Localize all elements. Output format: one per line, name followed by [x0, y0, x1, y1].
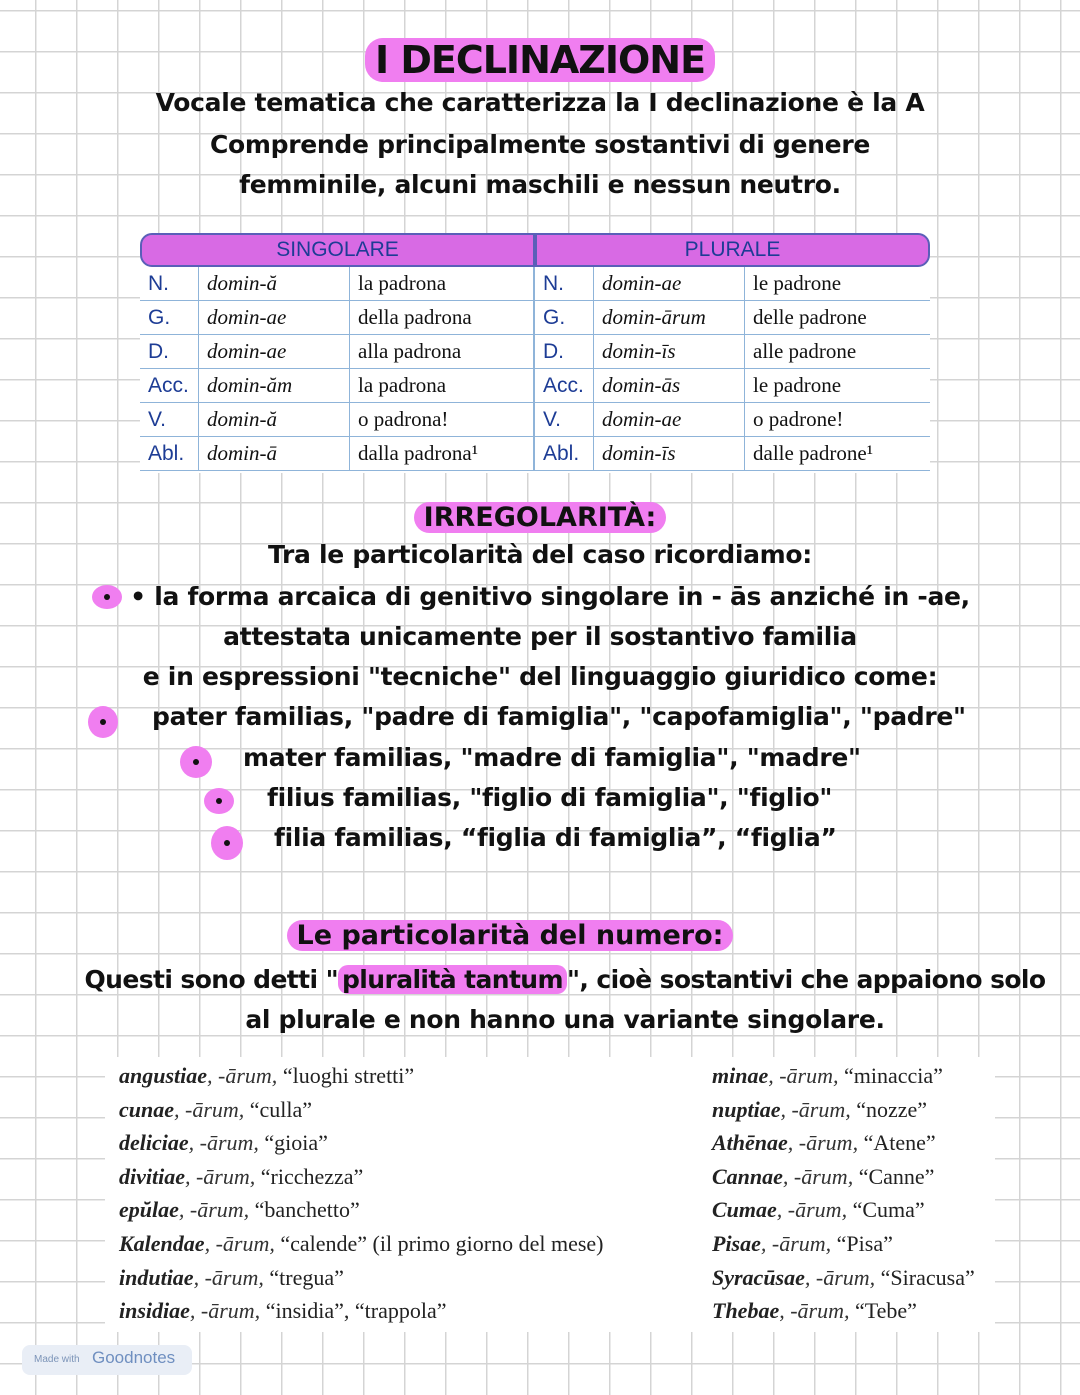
case-cell: D. [535, 335, 594, 369]
latin-word: epŭlae [119, 1197, 179, 1223]
case-cell: Abl. [535, 437, 594, 471]
meaning: “ricchezza” [260, 1163, 364, 1189]
plurale-header: PLURALE [535, 233, 930, 267]
list-left-column [119, 1059, 604, 1328]
list-item [119, 1294, 604, 1328]
latin-word: Syracūsae [712, 1264, 805, 1290]
meaning: “gioia” [264, 1130, 328, 1156]
case-cell: G. [535, 301, 594, 335]
table-row [535, 335, 930, 369]
genitive-ending: , -ārum, [188, 1130, 265, 1156]
meaning: “Cuma” [852, 1197, 925, 1223]
meaning: “calende” (il primo giorno del mese) [280, 1230, 604, 1256]
irregolarita-title [0, 502, 1080, 533]
plurale-rows [535, 267, 930, 471]
latin-form-cell: domin-īs [594, 335, 745, 369]
case-cell: G. [140, 301, 199, 335]
meaning: “banchetto” [254, 1197, 360, 1223]
example-4: filia familias, “figlia di famiglia”, “figlia” [274, 823, 837, 852]
page-title [0, 38, 1080, 82]
meaning: “culla” [249, 1096, 313, 1122]
list-item [712, 1193, 975, 1227]
numero-text-after: ", cioè sostantivi che appaiono solo [566, 965, 1046, 994]
translation-cell: dalla padrona¹ [350, 437, 535, 471]
example-3: filius familias, "figlio di famiglia", "figlio" [267, 783, 833, 812]
list-item [712, 1160, 975, 1194]
latin-form-cell: domin-ā [199, 437, 350, 471]
table-row [140, 335, 534, 369]
irr-line-2: • la forma arcaica di genitivo singolare in - ās anziché in -ae, [130, 582, 970, 611]
latin-word: divitiae [119, 1163, 185, 1189]
meaning: “minaccia” [844, 1063, 943, 1088]
pluralita-tantum-highlight: pluralità tantum [338, 965, 567, 994]
singolare-header: SINGOLARE [140, 233, 535, 267]
genitive-ending: , -ārum, [782, 1163, 859, 1189]
title-highlight: I DECLINAZIONE [365, 38, 715, 82]
latin-form-cell: domin-ăm [199, 369, 350, 403]
table-row [535, 437, 930, 471]
translation-cell: o padrona! [350, 403, 535, 437]
footer-brand: Goodnotes [92, 1348, 176, 1367]
list-item [119, 1227, 604, 1261]
irr-line-3: attestata unicamente per il sostantivo familia [223, 622, 857, 651]
latin-word: Cannae [712, 1163, 783, 1189]
singolare-table [140, 233, 535, 471]
goodnotes-badge [22, 1345, 192, 1375]
declension-table [140, 233, 930, 473]
latin-form-cell: domin-ae [594, 267, 745, 301]
bullet-icon [180, 746, 212, 778]
translation-cell: le padrone [745, 369, 931, 403]
latin-form-cell: domin-īs [594, 437, 745, 471]
bullet-icon [88, 706, 118, 738]
irr-line-1: Tra le particolarità del caso ricordiamo: [268, 540, 812, 569]
latin-word: minae [712, 1063, 769, 1088]
meaning: “insidia”, “trappola” [265, 1298, 447, 1324]
numero-line-1 [25, 965, 1080, 994]
latin-form-cell: domin-ă [199, 403, 350, 437]
genitive-ending: , -ārum, [189, 1298, 266, 1324]
case-cell: D. [140, 335, 199, 369]
pluralia-tantum-list [105, 1057, 995, 1332]
list-item [119, 1093, 604, 1127]
meaning: “Siracusa” [880, 1264, 975, 1290]
translation-cell: alla padrona [350, 335, 535, 369]
table-row [140, 403, 534, 437]
latin-word: Athēnae [712, 1130, 788, 1156]
intro-line-2: Comprende principalmente sostantivi di genere [209, 130, 871, 159]
meaning: “Tebe” [854, 1298, 917, 1324]
list-item [119, 1193, 604, 1227]
genitive-ending: , -ārum, [768, 1063, 845, 1088]
latin-word: cunae [119, 1096, 174, 1122]
case-cell: N. [140, 267, 199, 301]
latin-word: Pisae [712, 1230, 761, 1256]
translation-cell: della padrona [350, 301, 535, 335]
example-1: pater familias, "padre di famiglia", "capofamiglia", "padre" [152, 702, 966, 731]
case-cell: V. [535, 403, 594, 437]
translation-cell: la padrona [350, 369, 535, 403]
plurale-table [535, 233, 930, 471]
translation-cell: delle padrone [745, 301, 931, 335]
meaning: “luoghi stretti” [282, 1063, 415, 1088]
table-row [535, 403, 930, 437]
genitive-ending: , -ārum, [184, 1163, 261, 1189]
genitive-ending: , -ārum, [207, 1063, 283, 1088]
list-item [712, 1294, 975, 1328]
case-cell: N. [535, 267, 594, 301]
numero-highlight: Le particolarità del numero: [287, 920, 734, 951]
genitive-ending: , -ārum, [780, 1096, 857, 1122]
genitive-ending: , -ārum, [204, 1230, 281, 1256]
translation-cell: le padrone [745, 267, 931, 301]
latin-word: deliciae [119, 1130, 189, 1156]
list-item [119, 1160, 604, 1194]
intro-line-1: Vocale tematica che caratterizza la I declinazione è la A [155, 88, 925, 117]
singolare-rows [140, 267, 535, 471]
list-item [712, 1261, 975, 1295]
translation-cell: la padrona [350, 267, 535, 301]
table-row [140, 369, 534, 403]
latin-word: angustiae [119, 1063, 208, 1088]
bullet-icon [204, 788, 234, 814]
latin-form-cell: domin-ās [594, 369, 745, 403]
case-cell: Acc. [535, 369, 594, 403]
example-2: mater familias, "madre di famiglia", "madre" [243, 743, 861, 772]
translation-cell: alle padrone [745, 335, 931, 369]
meaning: “Pisa” [836, 1230, 893, 1256]
latin-word: insidiae [119, 1298, 190, 1324]
irr-line-4: e in espressioni "tecniche" del linguaggio giuridico come: [142, 662, 938, 691]
meaning: “Canne” [858, 1163, 935, 1189]
table-row [535, 369, 930, 403]
case-cell: V. [140, 403, 199, 437]
latin-form-cell: domin-ae [199, 335, 350, 369]
latin-form-cell: domin-ae [594, 403, 745, 437]
intro-line-3: femminile, alcuni maschili e nessun neutro. [239, 170, 841, 199]
meaning: “nozze” [856, 1096, 928, 1122]
list-item [712, 1059, 975, 1093]
translation-cell: o padrone! [745, 403, 931, 437]
latin-word: indutiae [119, 1264, 194, 1290]
table-row [140, 267, 534, 301]
list-item [712, 1126, 975, 1160]
latin-word: Kalendae [119, 1230, 205, 1256]
table-row [535, 267, 930, 301]
latin-word: nuptiae [712, 1096, 781, 1122]
numero-text-before: Questi sono detti " [84, 965, 338, 994]
genitive-ending: , -ārum, [174, 1096, 250, 1122]
latin-form-cell: domin-ă [199, 267, 350, 301]
list-right-column [712, 1059, 975, 1328]
genitive-ending: , -ārum, [760, 1230, 837, 1256]
bullet-icon [211, 826, 243, 860]
case-cell: Abl. [140, 437, 199, 471]
table-row [140, 301, 534, 335]
genitive-ending: , -ārum, [804, 1264, 881, 1290]
case-cell: Acc. [140, 369, 199, 403]
list-item [119, 1126, 604, 1160]
footer-made-with: Made with [34, 1354, 80, 1365]
genitive-ending: , -ārum, [779, 1298, 855, 1324]
list-item [119, 1261, 604, 1295]
table-row [140, 437, 534, 471]
genitive-ending: , -ārum, [193, 1264, 270, 1290]
list-item [119, 1059, 604, 1093]
list-item [712, 1093, 975, 1127]
numero-title [0, 920, 1050, 951]
latin-form-cell: domin-ae [199, 301, 350, 335]
genitive-ending: , -ārum, [178, 1197, 255, 1223]
genitive-ending: , -ārum, [787, 1130, 864, 1156]
translation-cell: dalle padrone¹ [745, 437, 931, 471]
latin-form-cell: domin-ārum [594, 301, 745, 335]
numero-line-2: al plurale e non hanno una variante singolare. [245, 1005, 885, 1034]
latin-word: Thebae [712, 1298, 780, 1324]
list-item [712, 1227, 975, 1261]
latin-word: Cumae [712, 1197, 777, 1223]
meaning: “tregua” [269, 1264, 344, 1290]
genitive-ending: , -ārum, [776, 1197, 853, 1223]
meaning: “Atene” [863, 1130, 936, 1156]
table-row [535, 301, 930, 335]
irregolarita-highlight: IRREGOLARITÀ: [414, 502, 667, 533]
